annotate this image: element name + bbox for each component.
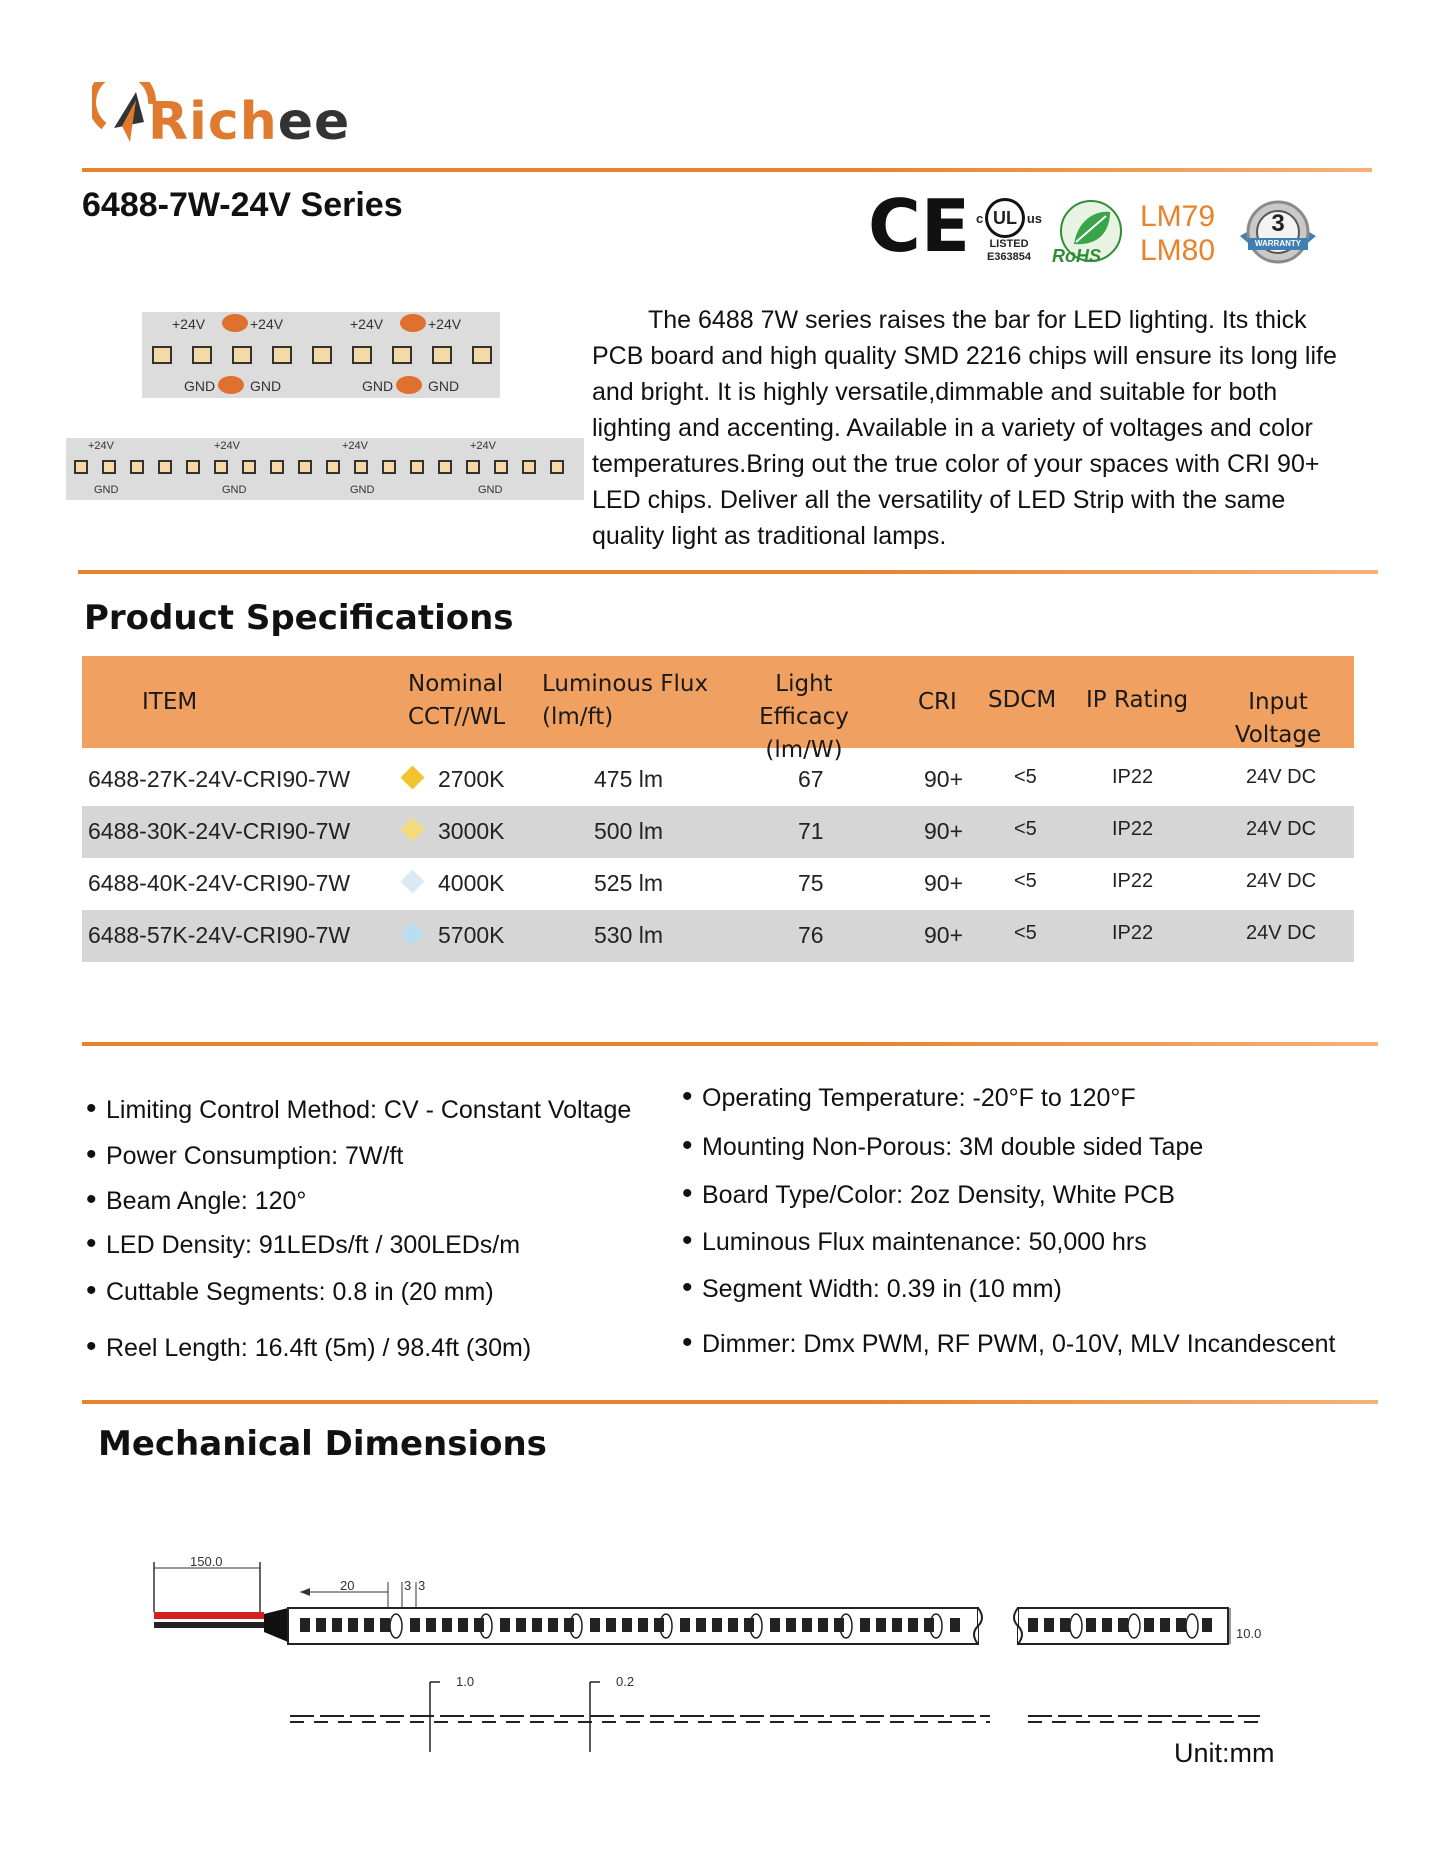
spec-table-header (82, 656, 1354, 763)
feature-item: • Board Type/Color: 2oz Density, White PCB (702, 1181, 1175, 1210)
header-divider (82, 168, 1372, 172)
spec-title: Product Specifications (84, 598, 514, 638)
cct-color-swatch (400, 817, 424, 841)
table-row (82, 858, 1354, 910)
cell-cri: 90+ (924, 870, 964, 896)
cell-item: 6488-40K-24V-CRI90-7W (88, 870, 351, 896)
spec-table-body (82, 754, 1354, 962)
dim-pad-b: 3 (418, 1578, 426, 1593)
cell-ip: IP22 (1112, 766, 1154, 788)
cell-item: 6488-30K-24V-CRI90-7W (88, 818, 351, 844)
spec-table (82, 656, 1354, 962)
cell-sdcm: <5 (1014, 922, 1037, 944)
led-strip-photo-full: +24V +24V +24V +24V GND GND GND GND (66, 438, 584, 500)
cct-color-swatch (400, 869, 424, 893)
warranty-badge: 3 WARRANTY (1236, 198, 1320, 268)
table-row (82, 806, 1354, 858)
cell-ip: IP22 (1112, 818, 1154, 840)
section-divider (78, 570, 1378, 574)
series-title: 6488-7W-24V Series (82, 186, 403, 224)
cell-ip: IP22 (1112, 870, 1154, 892)
led-strip-photo-closeup: +24V +24V +24V +24V GND GND GND GND (142, 312, 500, 398)
feature-item: • Operating Temperature: -20°F to 120°F (702, 1084, 1136, 1113)
th-cri: CRI (918, 689, 957, 715)
rohs-label: RoHS (1052, 246, 1101, 266)
th-flux: Luminous Flux (lm/ft) (542, 671, 709, 730)
cell-voltage: 24V DC (1246, 870, 1317, 892)
cell-cct: 4000K (438, 870, 505, 896)
cell-item: 6488-27K-24V-CRI90-7W (88, 766, 351, 792)
product-description: The 6488 7W series raises the bar for LED lighting. Its thick PCB board and high quality SMD 2216 chips will ensure its long life and bright. It is highly versatile,dimmable and suitable for both lighting and accenting. Available in a variety of voltages and color temperatures.Bring out the true color of your spaces with CRI 90+ LED chips. Deliver all the versatility of LED Strip with the same quality light as traditional lamps. (592, 306, 1337, 550)
dim-pad-a: 3 (404, 1578, 412, 1593)
table-row (82, 910, 1354, 962)
cell-sdcm: <5 (1014, 818, 1037, 840)
cell-cct: 5700K (438, 922, 505, 948)
mechanical-drawing (140, 1552, 1290, 1752)
cct-color-swatch (400, 765, 424, 789)
th-item: ITEM (142, 689, 198, 715)
brand-name: Richee (148, 92, 351, 152)
mech-title: Mechanical Dimensions (98, 1424, 547, 1464)
cell-cri: 90+ (924, 818, 964, 844)
dim-width: 10.0 (1236, 1626, 1262, 1641)
section-divider (82, 1400, 1378, 1404)
feature-item: • Limiting Control Method: CV - Constant Voltage (106, 1096, 631, 1125)
th-voltage: Input Voltage (1234, 689, 1322, 748)
cell-cct: 2700K (438, 766, 505, 792)
feature-item: • Segment Width: 0.39 in (10 mm) (702, 1275, 1062, 1304)
cell-efficacy: 76 (798, 922, 824, 948)
dim-thickness-a: 1.0 (456, 1674, 475, 1689)
dim-thickness-b: 0.2 (616, 1674, 635, 1689)
lm79-label: LM79 (1140, 200, 1216, 233)
ul-listed-mark: c UL us LISTED E363854 (976, 198, 1042, 264)
feature-item: • Luminous Flux maintenance: 50,000 hrs (702, 1228, 1147, 1257)
cell-efficacy: 71 (798, 818, 824, 844)
cell-flux: 525 lm (594, 870, 664, 896)
feature-item: • LED Density: 91LEDs/ft / 300LEDs/m (106, 1231, 520, 1260)
feature-item: • Cuttable Segments: 0.8 in (20 mm) (106, 1278, 494, 1307)
feature-item: • Mounting Non-Porous: 3M double sided Tape (702, 1133, 1203, 1162)
cell-voltage: 24V DC (1246, 766, 1317, 788)
cell-efficacy: 75 (798, 870, 824, 896)
dim-segment: 20 (340, 1578, 355, 1593)
section-divider (82, 1042, 1378, 1046)
feature-item: • Reel Length: 16.4ft (5m) / 98.4ft (30m) (106, 1334, 531, 1363)
cell-voltage: 24V DC (1246, 922, 1317, 944)
cell-flux: 500 lm (594, 818, 664, 844)
table-row (82, 754, 1354, 806)
cell-cri: 90+ (924, 766, 964, 792)
cell-cri: 90+ (924, 922, 964, 948)
unit-label: Unit:mm (1174, 1738, 1275, 1768)
cell-flux: 530 lm (594, 922, 664, 948)
feature-item: • Beam Angle: 120° (106, 1187, 306, 1216)
cell-cct: 3000K (438, 818, 505, 844)
cct-color-swatch (400, 921, 424, 945)
th-ip: IP Rating (1086, 687, 1189, 713)
feature-item: • Power Consumption: 7W/ft (106, 1142, 403, 1171)
cell-voltage: 24V DC (1246, 818, 1317, 840)
cell-efficacy: 67 (798, 766, 824, 792)
cell-ip: IP22 (1112, 922, 1154, 944)
th-cct: Nominal CCT//WL (408, 671, 506, 730)
th-efficacy: Light Efficacy (lm/W) (759, 671, 849, 763)
ce-mark: CE (868, 184, 971, 268)
cell-sdcm: <5 (1014, 870, 1037, 892)
feature-item: • Dimmer: Dmx PWM, RF PWM, 0-10V, MLV Incandescent (702, 1330, 1335, 1359)
cell-sdcm: <5 (1014, 766, 1037, 788)
cell-flux: 475 lm (594, 766, 664, 792)
cell-item: 6488-57K-24V-CRI90-7W (88, 922, 351, 948)
dim-wire-length: 150.0 (190, 1554, 223, 1569)
th-sdcm: SDCM (988, 687, 1057, 713)
lm80-label: LM80 (1140, 234, 1216, 267)
